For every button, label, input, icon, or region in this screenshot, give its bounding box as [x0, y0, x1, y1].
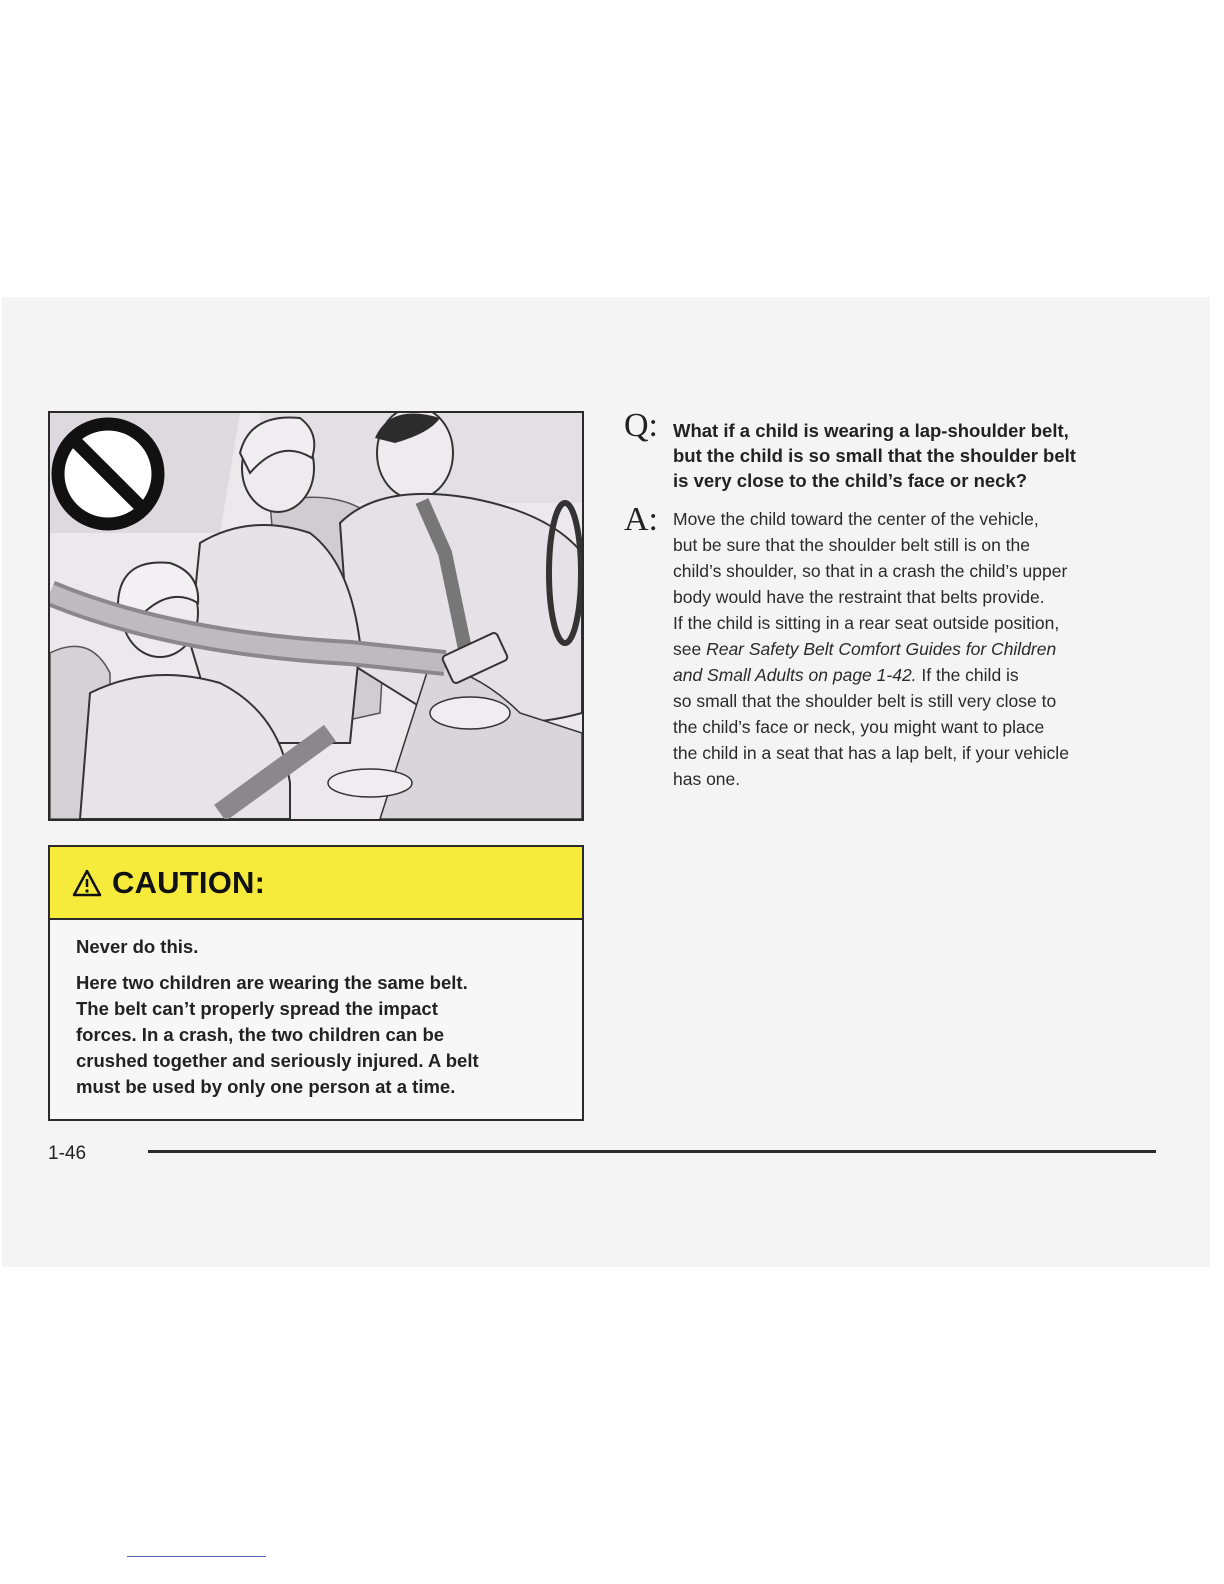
- caution-line: crushed together and seriously injured. A belt: [76, 1050, 479, 1071]
- question-marker: Q:: [624, 407, 658, 444]
- question-line: is very close to the child’s face or neck?: [673, 470, 1028, 491]
- answer-marker: A:: [624, 501, 658, 538]
- cross-reference-link-continued[interactable]: and Small Adults on page 1-42.: [673, 665, 917, 685]
- caution-line: forces. In a crash, the two children can be: [76, 1024, 445, 1045]
- answer-line: so small that the shoulder belt is still very close to: [673, 691, 1057, 711]
- caution-title: CAUTION:: [112, 864, 266, 900]
- answer-line: the child’s face or neck, you might want to place: [673, 717, 1045, 737]
- answer-line: the child in a seat that has a lap belt, if your vehicle: [673, 743, 1069, 763]
- bottom-divider: [127, 1556, 266, 1557]
- prohibition-icon: [58, 424, 158, 524]
- question-line: but the child is so small that the shoulder belt: [673, 445, 1076, 466]
- caution-line: Here two children are wearing the same belt.: [76, 972, 468, 993]
- answer-line: but be sure that the shoulder belt still is on the: [673, 535, 1031, 555]
- answer-text: [673, 506, 1163, 792]
- caution-body: [50, 920, 582, 1100]
- answer-line: has one.: [673, 769, 741, 789]
- answer-line: body would have the restraint that belts provide.: [673, 587, 1045, 607]
- caution-paragraph: [76, 970, 556, 1100]
- answer-line: child’s shoulder, so that in a crash the child’s upper: [673, 561, 1068, 581]
- footer-rule: [148, 1150, 1156, 1153]
- answer-line: If the child is: [916, 665, 1019, 685]
- question-text: [673, 418, 1153, 493]
- answer-see-prefix: see: [673, 639, 707, 659]
- caution-header: [50, 847, 582, 920]
- question-line: What if a child is wearing a lap-shoulder belt,: [673, 420, 1069, 441]
- answer-line: If the child is sitting in a rear seat outside position,: [673, 613, 1060, 633]
- caution-paragraph: Never do this.: [76, 936, 199, 957]
- page-number: 1-46: [48, 1143, 87, 1164]
- caution-line: The belt can’t properly spread the impact: [76, 998, 438, 1019]
- answer-line: Move the child toward the center of the vehicle,: [673, 509, 1039, 529]
- two-children-one-belt-illustration: [48, 411, 584, 821]
- cross-reference-link[interactable]: Rear Safety Belt Comfort Guides for Children: [706, 639, 1057, 659]
- caution-line: must be used by only one person at a time.: [76, 1076, 456, 1097]
- caution-box: [48, 845, 584, 1121]
- warning-triangle-icon: [72, 869, 102, 897]
